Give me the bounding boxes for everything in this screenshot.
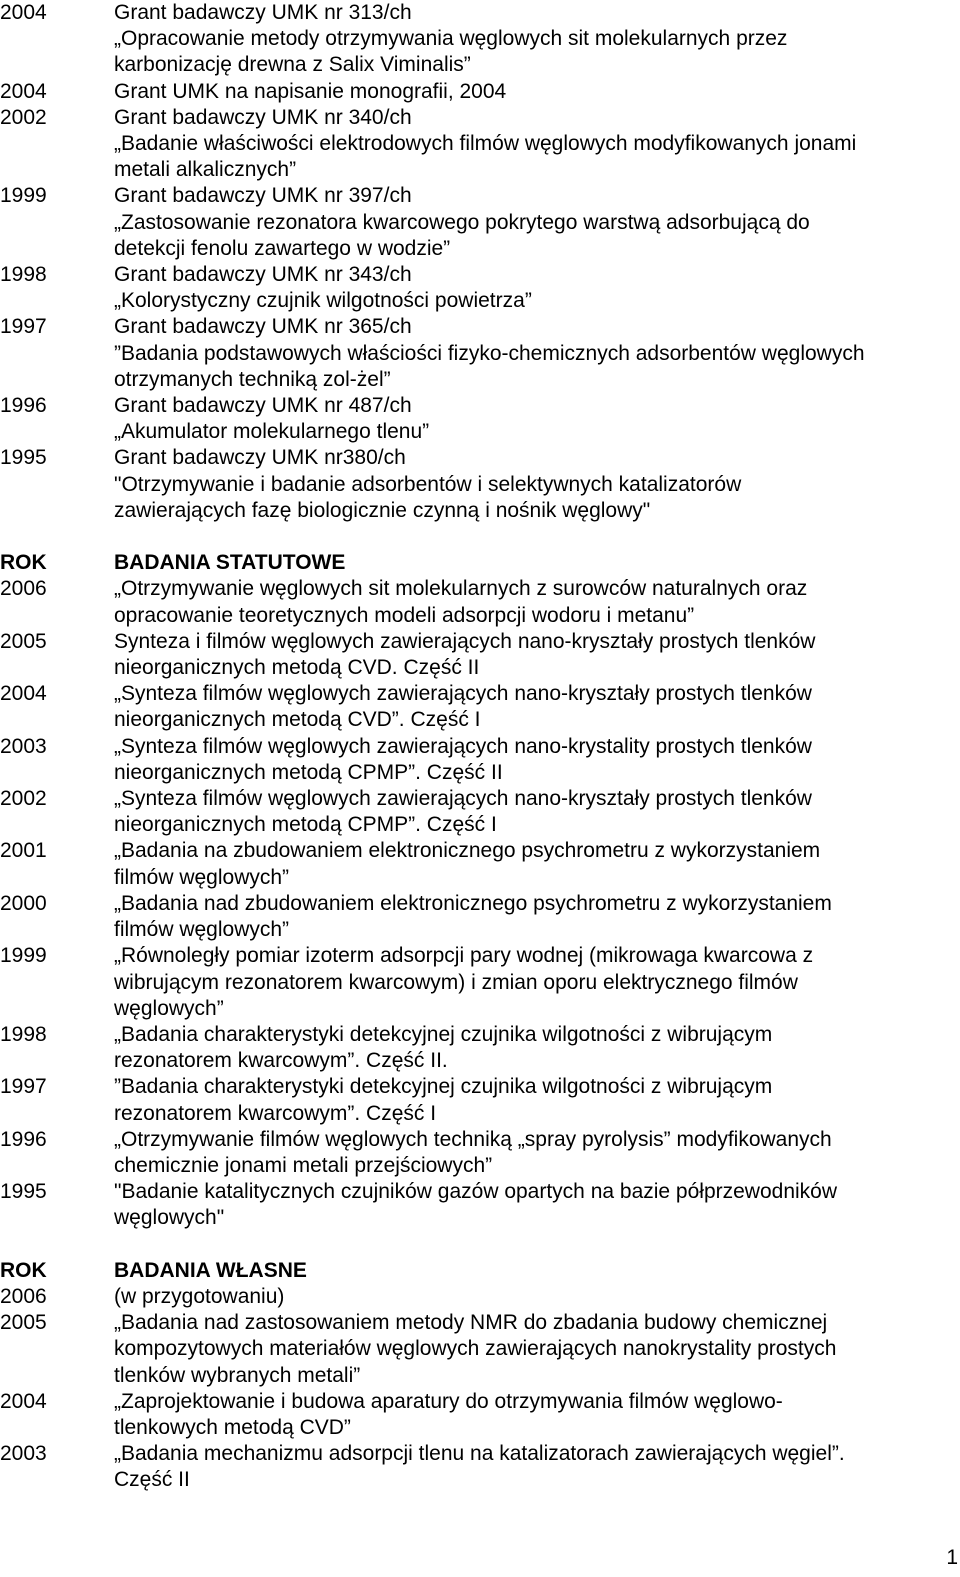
entry-line: detekcji fenolu zawartego w wodzie”: [114, 236, 451, 260]
entry-row: [0, 734, 960, 786]
entry-line: filmów węglowych”: [114, 918, 290, 942]
entry-row: [0, 1389, 960, 1441]
entry-description: [114, 1310, 960, 1389]
entry-description: [114, 629, 960, 681]
entry-year: 1996: [0, 394, 47, 418]
entry-line: kompozytowych materiałów węglowych zawierających nanokrystality prostych: [114, 1337, 837, 1361]
entry-line: wibrującym rezonatorem kwarcowym) i zmian oporu elektrycznego filmów: [114, 970, 798, 994]
entry-row: [0, 445, 960, 524]
entry-row: [0, 1310, 960, 1389]
entry-line: Grant badawczy UMK nr 343/ch: [114, 263, 412, 287]
entry-description: [114, 1022, 960, 1074]
entry-year: 2001: [0, 839, 47, 863]
entry-line: „Badania mechanizmu adsorpcji tlenu na katalizatorach zawierających węgiel”.: [114, 1442, 845, 1466]
entry-line: „Badania charakterystyki detekcyjnej czujnika wilgotności z wibrującym: [114, 1022, 773, 1046]
entry-line: Grant badawczy UMK nr 313/ch: [114, 1, 412, 24]
section-gap: [0, 1232, 960, 1258]
entry-row: [0, 262, 960, 314]
entry-row: [0, 629, 960, 681]
header-year-label: ROK: [0, 551, 47, 575]
entry-line: Grant UMK na napisanie monografii, 2004: [114, 79, 507, 103]
entry-line: nieorganicznych metodą CPMP”. Część II: [114, 760, 503, 784]
entry-description: [114, 1441, 960, 1493]
entry-year: 2005: [0, 1311, 47, 1335]
entry-line: „Badanie właściwości elektrodowych filmów węglowych modyfikowanych jonami: [114, 132, 857, 156]
page-number: 1: [946, 1546, 958, 1569]
entry-year: 2004: [0, 1389, 47, 1413]
entry-row: [0, 0, 960, 79]
entry-line: zawierających fazę biologicznie czynną i nośnik węglowy": [114, 498, 651, 522]
entry-row: [0, 1074, 960, 1126]
entry-line: „Synteza filmów węglowych zawierających nano-krystality prostych tlenków: [114, 734, 812, 758]
section-gap: [0, 524, 960, 550]
entry-row: [0, 1179, 960, 1231]
entry-line: „Zastosowanie rezonatora kwarcowego pokrytego warstwą adsorbującą do: [114, 210, 810, 234]
entry-line: Grant badawczy UMK nr 365/ch: [114, 315, 412, 339]
entry-row: [0, 891, 960, 943]
entry-year: 2002: [0, 105, 47, 129]
entry-year: 1995: [0, 1180, 47, 1204]
entry-description: [114, 183, 960, 262]
entry-year: 2005: [0, 629, 47, 653]
section: [0, 1232, 960, 1494]
section-title: BADANIA STATUTOWE: [114, 551, 346, 575]
entry-line: „Opracowanie metody otrzymywania węglowych sit molekularnych przez: [114, 27, 788, 51]
entry-description: [114, 314, 960, 393]
entry-year: 2006: [0, 1284, 47, 1308]
entry-row: [0, 393, 960, 445]
entry-description: [114, 1284, 960, 1310]
entry-year: 1996: [0, 1127, 47, 1151]
entry-row: [0, 314, 960, 393]
entry-line: tlenków wybranych metali”: [114, 1363, 361, 1387]
entry-description: [114, 262, 960, 314]
entry-year: 1997: [0, 1075, 47, 1099]
entry-year: 1999: [0, 944, 47, 968]
entry-line: „Otrzymywanie filmów węglowych techniką „spray pyrolysis” modyfikowanych: [114, 1127, 832, 1151]
entry-description: [114, 393, 960, 445]
entry-year: 2002: [0, 787, 47, 811]
section-header: [0, 1258, 960, 1284]
entry-line: (w przygotowaniu): [114, 1284, 285, 1308]
entry-row: [0, 79, 960, 105]
entry-line: nieorganicznych metodą CPMP”. Część I: [114, 813, 497, 837]
entry-row: [0, 838, 960, 890]
entry-description: [114, 891, 960, 943]
entry-line: „Badania na zbudowaniem elektronicznego psychrometru z wykorzystaniem: [114, 839, 821, 863]
section: [0, 0, 960, 524]
entry-line: węglowych”: [114, 996, 224, 1020]
entry-description: [114, 1074, 960, 1126]
entry-line: tlenkowych metodą CVD”: [114, 1415, 351, 1439]
header-year-label: ROK: [0, 1258, 47, 1282]
entry-row: [0, 1022, 960, 1074]
entry-year: 2000: [0, 891, 47, 915]
entry-description: [114, 576, 960, 628]
entry-line: "Badanie katalitycznych czujników gazów opartych na bazie półprzewodników: [114, 1180, 838, 1204]
entry-row: [0, 576, 960, 628]
entry-line: chemicznie jonami metali przejściowych”: [114, 1153, 493, 1177]
entry-line: Grant badawczy UMK nr 487/ch: [114, 394, 412, 418]
entry-line: „Synteza filmów węglowych zawierających nano-kryształy prostych tlenków: [114, 787, 812, 811]
entry-row: [0, 183, 960, 262]
entry-description: [114, 786, 960, 838]
entry-line: otrzymanych techniką zol-żel”: [114, 367, 391, 391]
entry-description: [114, 734, 960, 786]
entry-year: 2006: [0, 577, 47, 601]
entry-description: [114, 79, 960, 105]
entry-line: ”Badania charakterystyki detekcyjnej czujnika wilgotności z wibrującym: [114, 1075, 773, 1099]
entry-line: Część II: [114, 1468, 190, 1492]
entry-line: filmów węglowych”: [114, 865, 290, 889]
entry-line: węglowych": [114, 1206, 225, 1230]
entry-row: [0, 786, 960, 838]
entry-line: metali alkalicznych”: [114, 158, 297, 182]
entry-year: 2004: [0, 1, 47, 24]
entry-row: [0, 1284, 960, 1310]
entry-row: [0, 943, 960, 1022]
entry-line: Grant badawczy UMK nr 397/ch: [114, 184, 412, 208]
entry-line: „Zaprojektowanie i budowa aparatury do otrzymywania filmów węglowo-: [114, 1389, 783, 1413]
entry-line: rezonatorem kwarcowym”. Część II.: [114, 1049, 448, 1073]
entry-description: [114, 0, 960, 79]
entry-row: [0, 1127, 960, 1179]
entry-line: karbonizację drewna z Salix Viminalis”: [114, 53, 471, 77]
entry-line: opracowanie teoretycznych modeli adsorpcji wodoru i metanu”: [114, 603, 695, 627]
entry-line: Grant badawczy UMK nr380/ch: [114, 446, 406, 470]
entry-line: „Równoległy pomiar izoterm adsorpcji pary wodnej (mikrowaga kwarcowa z: [114, 944, 814, 968]
section-header: [0, 550, 960, 576]
entry-year: 1998: [0, 263, 47, 287]
entry-line: nieorganicznych metodą CVD. Część II: [114, 656, 480, 680]
entry-description: [114, 1179, 960, 1231]
entry-description: [114, 445, 960, 524]
section-title: BADANIA WŁASNE: [114, 1258, 307, 1282]
entry-line: „Kolorystyczny czujnik wilgotności powietrza”: [114, 289, 532, 313]
entry-line: „Akumulator molekularnego tlenu”: [114, 420, 430, 444]
entry-row: [0, 105, 960, 184]
entry-line: „Badania nad zbudowaniem elektronicznego psychrometru z wykorzystaniem: [114, 891, 832, 915]
entry-description: [114, 1127, 960, 1179]
entry-year: 1995: [0, 446, 47, 470]
entry-row: [0, 1441, 960, 1493]
entry-year: 2004: [0, 682, 47, 706]
entry-line: Grant badawczy UMK nr 340/ch: [114, 105, 412, 129]
entry-description: [114, 943, 960, 1022]
entry-year: 1997: [0, 315, 47, 339]
entry-description: [114, 681, 960, 733]
entry-line: Synteza i filmów węglowych zawierających nano-kryształy prostych tlenków: [114, 629, 816, 653]
section: [0, 524, 960, 1231]
entry-year: 1998: [0, 1022, 47, 1046]
entry-line: „Otrzymywanie węglowych sit molekularnych z surowców naturalnych oraz: [114, 577, 808, 601]
entry-description: [114, 838, 960, 890]
entry-line: "Otrzymywanie i badanie adsorbentów i selektywnych katalizatorów: [114, 472, 742, 496]
entry-row: [0, 681, 960, 733]
entry-year: 2004: [0, 79, 47, 103]
entry-year: 2003: [0, 734, 47, 758]
entry-line: ”Badania podstawowych właściości fizyko-chemicznych adsorbentów węglowych: [114, 341, 865, 365]
entry-description: [114, 1389, 960, 1441]
entry-year: 2003: [0, 1442, 47, 1466]
entry-year: 1999: [0, 184, 47, 208]
entry-line: „Synteza filmów węglowych zawierających nano-kryształy prostych tlenków: [114, 682, 812, 706]
entry-line: „Badania nad zastosowaniem metody NMR do zbadania budowy chemicznej: [114, 1311, 828, 1335]
entry-description: [114, 105, 960, 184]
entry-line: nieorganicznych metodą CVD”. Część I: [114, 708, 481, 732]
entry-line: rezonatorem kwarcowym”. Część I: [114, 1101, 437, 1125]
